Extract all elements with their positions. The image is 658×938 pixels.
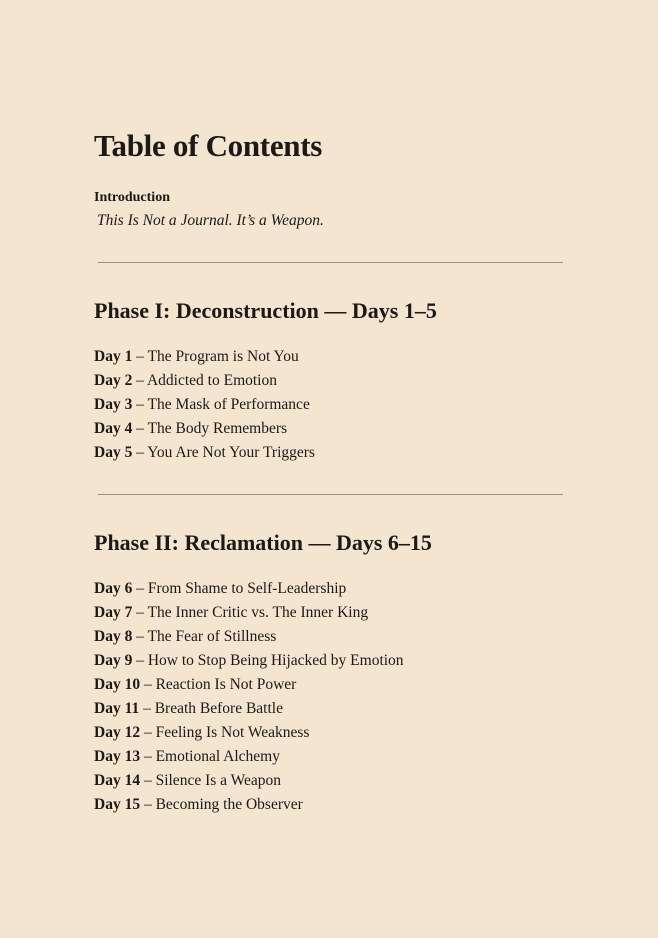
day-separator: –	[143, 748, 152, 765]
toc-day-entry	[94, 770, 404, 794]
day-separator: –	[136, 444, 144, 461]
day-label: Day 13	[94, 748, 141, 765]
toc-day-entry	[94, 418, 315, 442]
section-divider	[98, 494, 563, 495]
day-separator: –	[136, 580, 144, 597]
day-separator: –	[136, 604, 144, 621]
day-title: How to Stop Being Hijacked by Emotion	[147, 652, 404, 669]
day-title: Addicted to Emotion	[146, 372, 277, 389]
day-title: The Mask of Performance	[147, 396, 310, 413]
day-label: Day 1	[94, 348, 133, 365]
toc-day-entry	[94, 674, 404, 698]
day-label: Day 10	[94, 676, 141, 693]
day-title: Becoming the Observer	[155, 796, 303, 813]
toc-day-entry	[94, 722, 404, 746]
toc-day-entry	[94, 626, 404, 650]
day-label: Day 11	[94, 700, 140, 717]
day-separator: –	[143, 796, 152, 813]
day-title: Reaction Is Not Power	[155, 676, 297, 693]
day-title: The Fear of Stillness	[147, 628, 277, 645]
day-label: Day 2	[94, 372, 133, 389]
day-label: Day 7	[94, 604, 133, 621]
day-title: You Are Not Your Triggers	[147, 444, 315, 461]
day-title: The Inner Critic vs. The Inner King	[147, 604, 369, 621]
day-label: Day 4	[94, 420, 133, 437]
day-title: From Shame to Self-Leadership	[147, 580, 347, 597]
toc-day-entry	[94, 346, 315, 370]
phase-1-day-list	[94, 346, 315, 466]
toc-day-entry	[94, 370, 315, 394]
introduction-label: Introduction	[94, 190, 170, 205]
phase-2-heading: Phase II: Reclamation — Days 6–15	[94, 530, 432, 555]
toc-day-entry	[94, 442, 315, 466]
day-label: Day 8	[94, 628, 133, 645]
day-label: Day 14	[94, 772, 141, 789]
toc-day-entry	[94, 794, 404, 818]
phase-2-day-list	[94, 578, 404, 818]
section-divider	[98, 262, 563, 263]
day-title: Silence Is a Weapon	[155, 772, 282, 789]
day-label: Day 12	[94, 724, 141, 741]
toc-day-entry	[94, 698, 404, 722]
page-title: Table of Contents	[94, 128, 323, 163]
day-title: The Body Remembers	[147, 420, 288, 437]
day-label: Day 15	[94, 796, 141, 813]
day-separator: –	[136, 348, 144, 365]
phase-1-heading: Phase I: Deconstruction — Days 1–5	[94, 298, 437, 323]
toc-day-entry	[94, 394, 315, 418]
toc-day-entry	[94, 746, 404, 770]
day-separator: –	[136, 372, 144, 389]
day-title: The Program is Not You	[147, 348, 299, 365]
day-separator: –	[143, 772, 152, 789]
day-separator: –	[136, 396, 144, 413]
day-title: Feeling Is Not Weakness	[155, 724, 310, 741]
toc-day-entry	[94, 602, 404, 626]
introduction-subtitle: This Is Not a Journal. It’s a Weapon.	[97, 212, 324, 229]
day-label: Day 9	[94, 652, 133, 669]
day-label: Day 3	[94, 396, 133, 413]
toc-day-entry	[94, 650, 404, 674]
day-separator: –	[136, 420, 144, 437]
day-separator: –	[143, 676, 152, 693]
day-separator: –	[136, 628, 144, 645]
day-separator: –	[143, 700, 151, 717]
day-title: Breath Before Battle	[154, 700, 283, 717]
day-label: Day 6	[94, 580, 133, 597]
toc-day-entry	[94, 578, 404, 602]
day-separator: –	[136, 652, 144, 669]
day-title: Emotional Alchemy	[155, 748, 280, 765]
day-separator: –	[143, 724, 152, 741]
day-label: Day 5	[94, 444, 133, 461]
